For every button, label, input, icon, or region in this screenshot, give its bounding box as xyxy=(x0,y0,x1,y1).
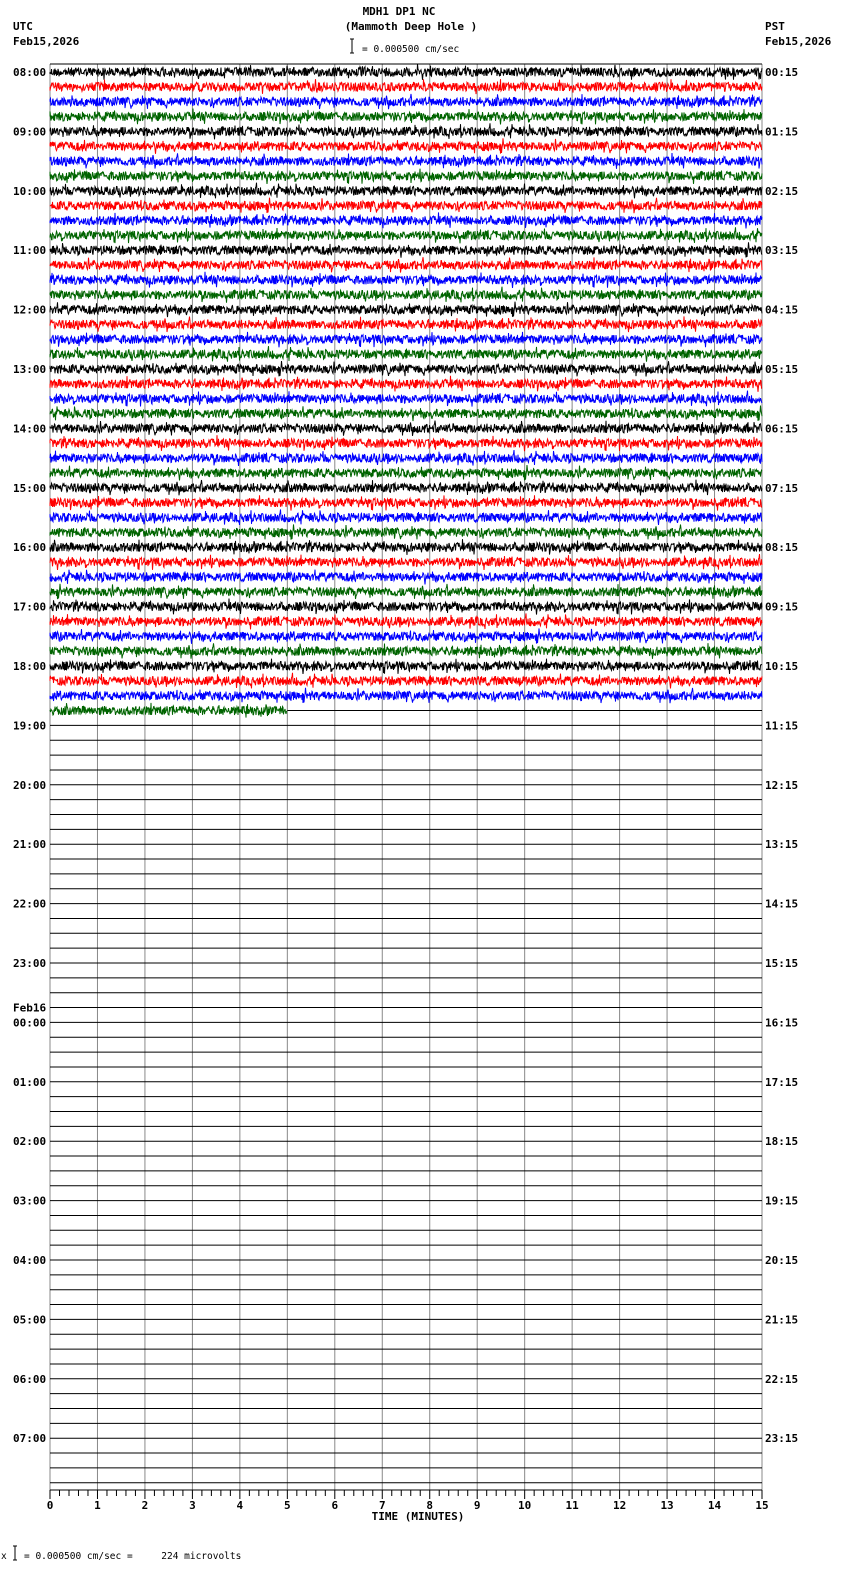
date-change-label: Feb16 xyxy=(13,1001,47,1015)
footer-scale-bar-icon xyxy=(13,1546,17,1560)
x-tick-label: 4 xyxy=(236,1499,244,1512)
seismic-trace xyxy=(50,643,762,659)
seismic-trace xyxy=(50,272,762,288)
seismic-trace xyxy=(50,435,762,451)
seismic-trace xyxy=(50,599,762,615)
pst-hour-label: 20:15 xyxy=(765,1254,799,1267)
utc-hour-label: 22:00 xyxy=(13,897,47,911)
pst-hour-label: 17:15 xyxy=(765,1075,799,1089)
seismic-trace xyxy=(50,227,762,243)
seismic-trace xyxy=(50,450,762,466)
utc-hour-label: 16:00 xyxy=(13,541,47,555)
x-tick-label: 10 xyxy=(518,1499,532,1512)
pst-hour-label: 02:15 xyxy=(765,184,799,198)
seismic-trace xyxy=(50,257,762,272)
footer-scale-text: = 0.000500 cm/sec = 224 microvolts xyxy=(24,1551,242,1562)
seismic-trace xyxy=(50,138,762,154)
seismic-trace xyxy=(50,628,762,643)
utc-labels xyxy=(13,66,46,1445)
seismic-trace xyxy=(50,584,762,600)
pst-hour-label: 21:15 xyxy=(765,1313,799,1327)
utc-hour-label: 11:00 xyxy=(13,244,47,258)
utc-hour-label: 00:00 xyxy=(13,1016,47,1030)
x-tick-label: 9 xyxy=(473,1499,481,1512)
utc-hour-label: 09:00 xyxy=(13,125,47,139)
pst-hour-label: 00:15 xyxy=(765,66,799,79)
pst-hour-label: 23:15 xyxy=(765,1432,799,1446)
right-date: Feb15,2026 xyxy=(765,35,832,48)
utc-hour-label: 06:00 xyxy=(13,1372,47,1386)
seismic-trace xyxy=(50,79,762,94)
time-axis xyxy=(47,1490,769,1512)
utc-hour-label: 18:00 xyxy=(13,660,47,673)
seismic-trace xyxy=(50,346,762,362)
x-tick-label: 7 xyxy=(378,1499,386,1512)
pst-hour-label: 04:15 xyxy=(765,303,799,317)
utc-hour-label: 21:00 xyxy=(13,838,47,852)
x-tick-label: 6 xyxy=(331,1499,339,1512)
pst-hour-label: 18:15 xyxy=(765,1135,799,1149)
pst-hour-label: 05:15 xyxy=(765,363,799,376)
seismic-trace xyxy=(50,673,762,689)
pst-hour-label: 12:15 xyxy=(765,778,799,792)
seismic-trace xyxy=(50,361,762,376)
seismic-trace xyxy=(50,94,762,109)
seismic-trace xyxy=(50,495,762,510)
x-axis-label: TIME (MINUTES) xyxy=(371,1510,465,1523)
x-tick-label: 15 xyxy=(755,1499,769,1512)
seismic-trace xyxy=(50,242,762,257)
seismic-trace xyxy=(50,376,762,392)
utc-hour-label: 02:00 xyxy=(13,1135,47,1149)
pst-hour-label: 14:15 xyxy=(765,897,799,911)
seismic-trace xyxy=(50,554,762,570)
seismic-trace xyxy=(50,703,287,718)
x-tick-label: 8 xyxy=(426,1499,434,1512)
station-title: MDH1 DP1 NC xyxy=(362,5,436,18)
pst-hour-label: 08:15 xyxy=(765,541,799,555)
seismic-trace xyxy=(50,465,762,481)
seismic-trace xyxy=(50,524,762,540)
seismic-trace xyxy=(50,153,762,169)
seismic-trace xyxy=(50,212,762,228)
seismic-trace xyxy=(50,287,762,303)
pst-hour-label: 19:15 xyxy=(765,1194,799,1208)
seismic-trace xyxy=(50,169,762,184)
seismic-trace xyxy=(50,659,762,674)
x-tick-label: 13 xyxy=(660,1499,674,1512)
pst-labels xyxy=(765,66,798,1445)
seismic-trace xyxy=(50,613,762,629)
seismic-trace xyxy=(50,688,762,703)
right-timezone: PST xyxy=(765,20,785,33)
utc-hour-label: 17:00 xyxy=(13,600,47,614)
x-tick-label: 12 xyxy=(612,1499,627,1512)
utc-hour-label: 04:00 xyxy=(13,1254,47,1267)
utc-hour-label: 01:00 xyxy=(13,1075,47,1089)
utc-hour-label: 19:00 xyxy=(13,719,47,733)
seismic-trace xyxy=(50,332,762,347)
utc-hour-label: 10:00 xyxy=(13,184,47,198)
x-tick-label: 5 xyxy=(284,1499,291,1512)
utc-hour-label: 20:00 xyxy=(13,778,47,792)
x-tick-label: 1 xyxy=(94,1499,101,1512)
utc-hour-label: 13:00 xyxy=(13,363,47,376)
seismic-trace xyxy=(50,109,762,125)
utc-hour-label: 23:00 xyxy=(13,957,47,970)
pst-hour-label: 10:15 xyxy=(765,660,799,673)
left-timezone: UTC xyxy=(13,20,33,33)
utc-hour-label: 14:00 xyxy=(13,422,47,436)
pst-hour-label: 06:15 xyxy=(765,422,799,436)
seismic-trace xyxy=(50,302,762,317)
pst-hour-label: 15:15 xyxy=(765,957,799,970)
seismic-trace xyxy=(50,64,762,80)
pst-hour-label: 11:15 xyxy=(765,719,799,733)
utc-hour-label: 03:00 xyxy=(13,1194,47,1208)
seismic-trace xyxy=(50,570,762,585)
scale-text: = 0.000500 cm/sec xyxy=(362,44,460,55)
seismic-trace xyxy=(50,123,762,139)
seismic-trace xyxy=(50,198,762,214)
pst-hour-label: 09:15 xyxy=(765,600,799,614)
pst-hour-label: 16:15 xyxy=(765,1016,799,1030)
utc-hour-label: 12:00 xyxy=(13,303,47,317)
seismic-trace xyxy=(50,183,762,199)
seismic-trace xyxy=(50,480,762,496)
seismic-trace xyxy=(50,421,762,436)
seismic-trace xyxy=(50,316,762,332)
station-name: (Mammoth Deep Hole ) xyxy=(344,20,478,33)
scale-bar-icon xyxy=(350,39,354,53)
seismic-trace xyxy=(50,509,762,525)
seismic-trace xyxy=(50,539,762,555)
pst-hour-label: 13:15 xyxy=(765,838,799,852)
x-tick-label: 14 xyxy=(707,1499,722,1512)
pst-hour-label: 03:15 xyxy=(765,244,799,258)
x-tick-label: 0 xyxy=(46,1499,54,1512)
utc-hour-label: 15:00 xyxy=(13,481,47,495)
utc-hour-label: 08:00 xyxy=(13,66,47,79)
seismic-trace xyxy=(50,406,762,422)
x-tick-label: 3 xyxy=(189,1499,196,1512)
utc-hour-label: 05:00 xyxy=(13,1313,47,1327)
left-date: Feb15,2026 xyxy=(13,35,80,48)
pst-hour-label: 22:15 xyxy=(765,1372,799,1386)
x-tick-label: 11 xyxy=(565,1499,579,1512)
pst-hour-label: 07:15 xyxy=(765,481,799,495)
footer-prefix: x xyxy=(1,1551,7,1562)
pst-hour-label: 01:15 xyxy=(765,125,799,139)
traces xyxy=(50,64,762,718)
seismic-trace xyxy=(50,391,762,407)
x-tick-label: 2 xyxy=(141,1499,149,1512)
utc-hour-label: 07:00 xyxy=(13,1432,47,1446)
